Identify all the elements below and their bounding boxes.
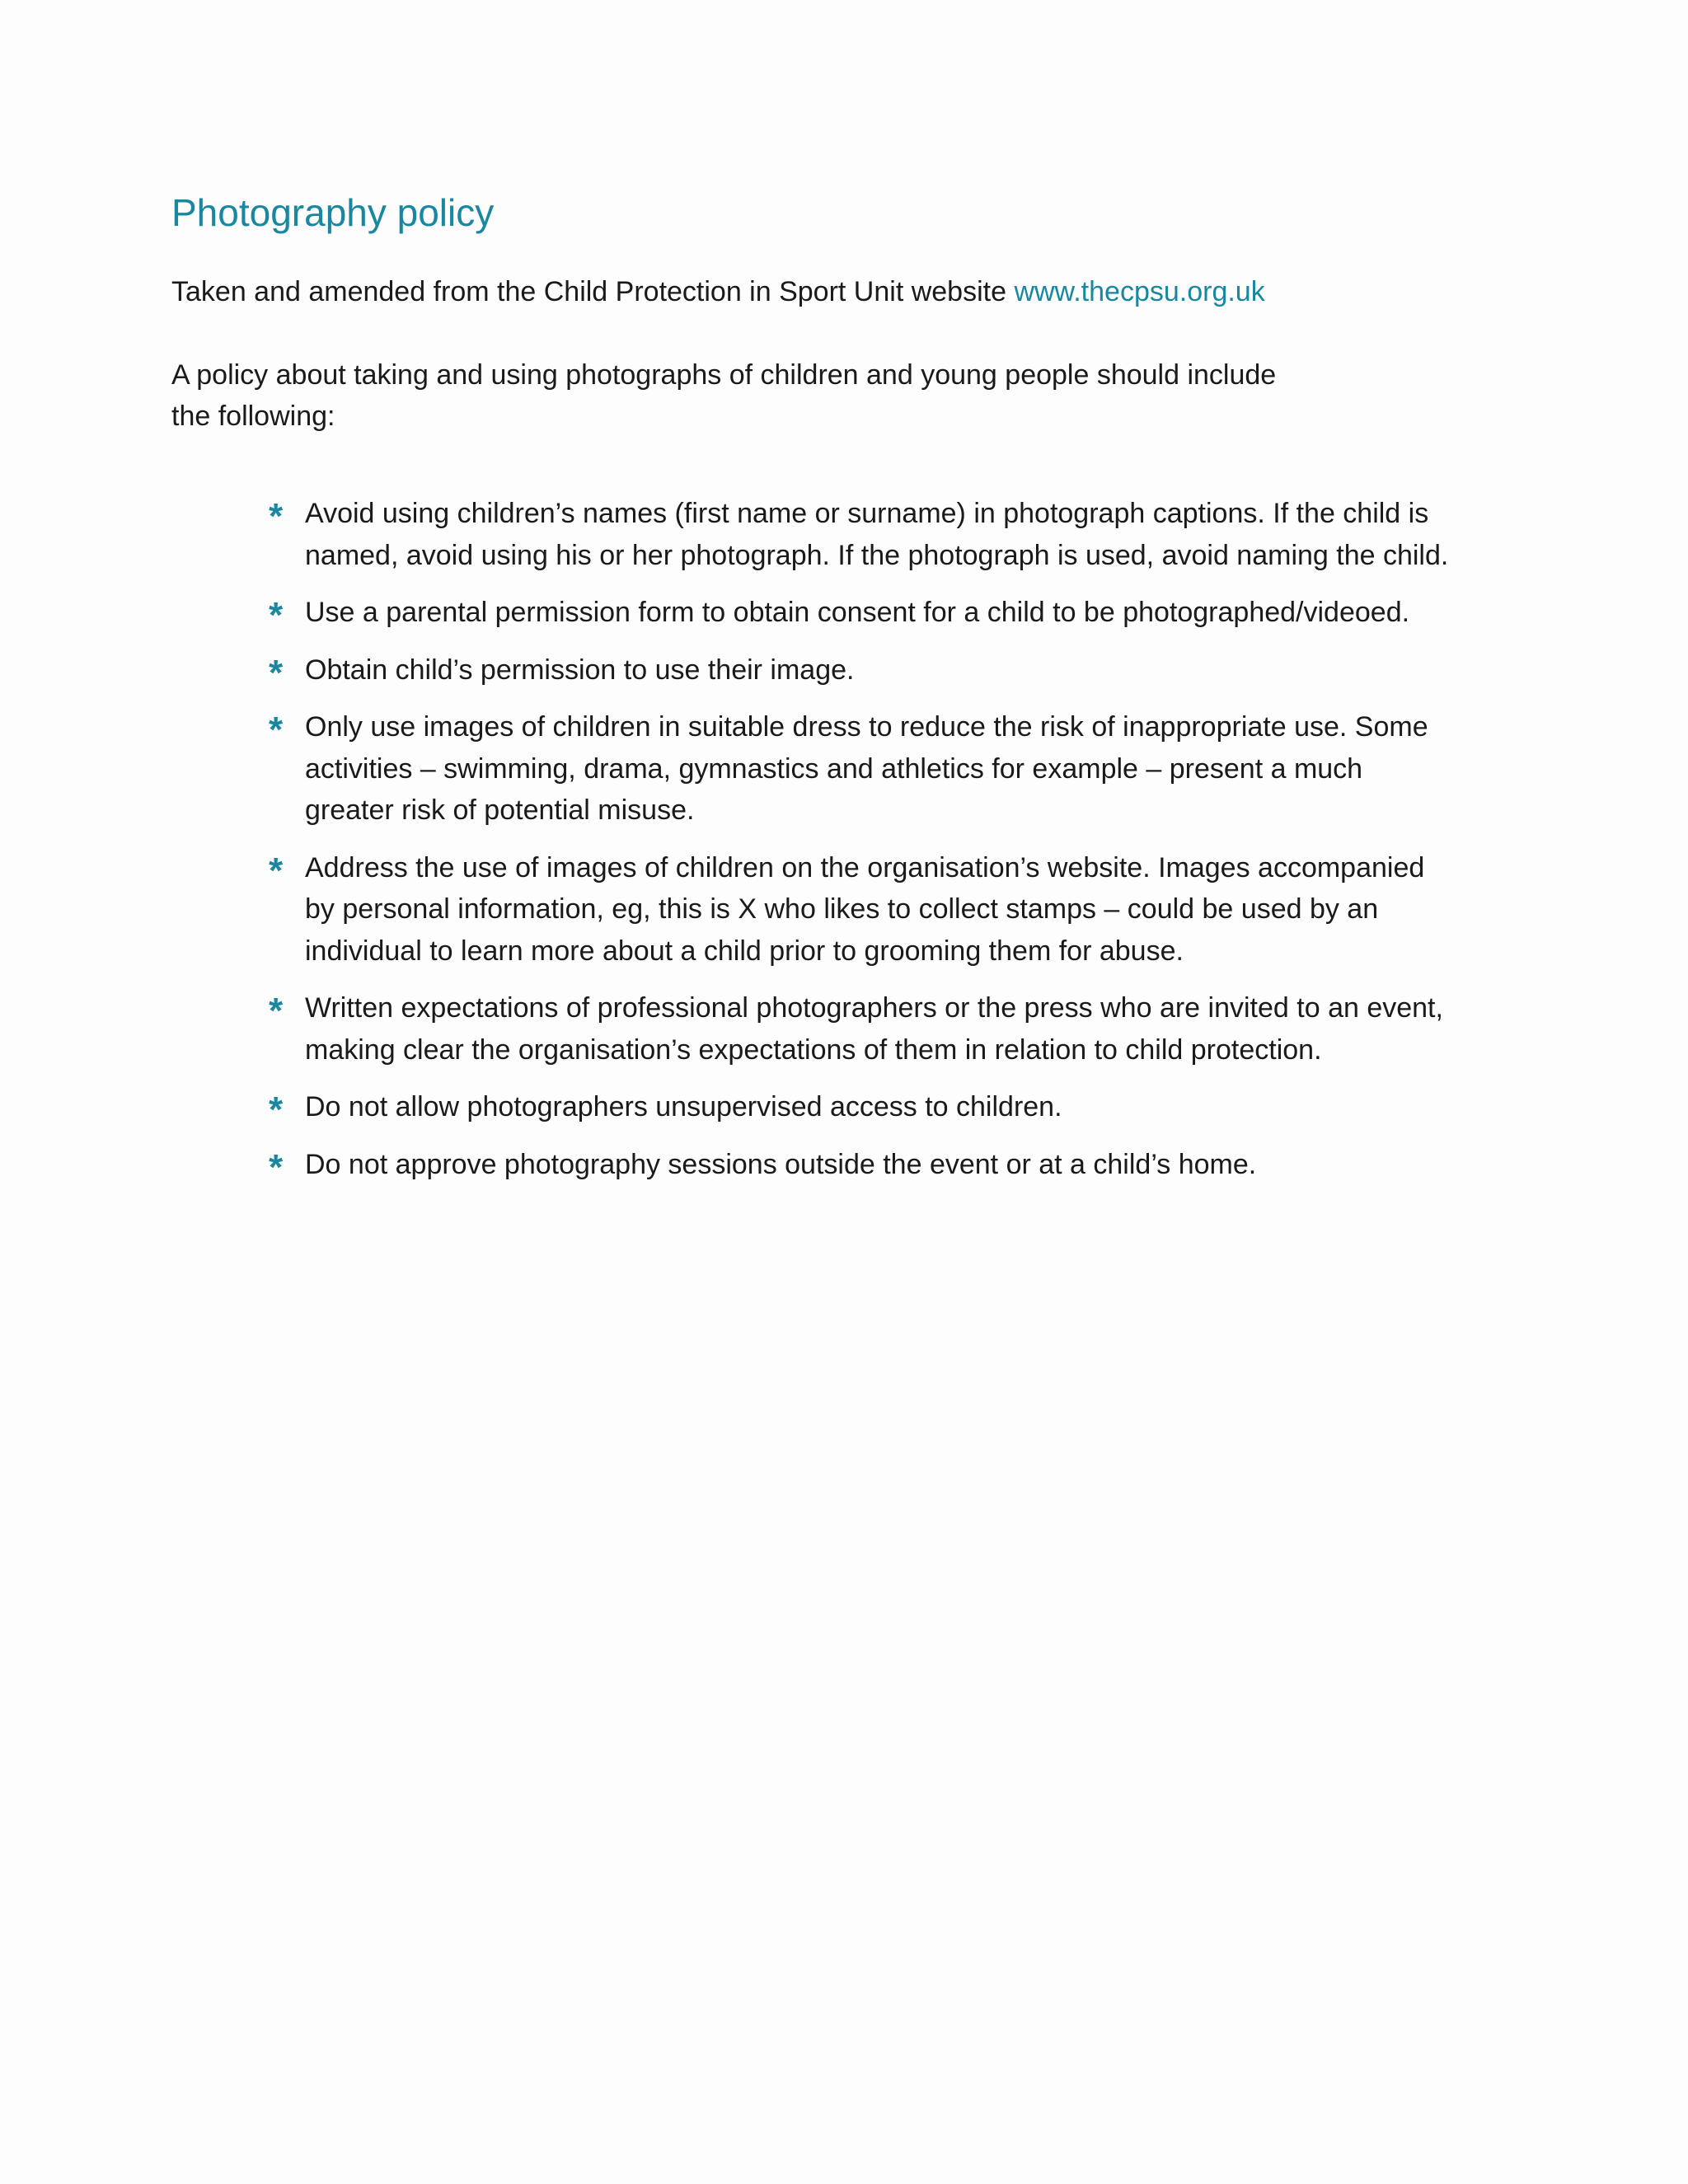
list-item <box>269 1144 1459 1188</box>
list-item <box>269 847 1459 972</box>
asterisk-icon: * <box>269 1090 284 1130</box>
list-item-text: Obtain child’s permission to use their image. <box>305 654 855 686</box>
asterisk-icon: * <box>269 991 284 1031</box>
list-item-text: Written expectations of professional photographers or the press who are invited to an event, making clear the organisation’s expectations of them in relation to child protection. <box>305 992 1443 1066</box>
list-item-text: Use a parental permission form to obtain consent for a child to be photographed/videoed. <box>305 597 1410 628</box>
source-text: Taken and amended from the Child Protection in Sport Unit website <box>171 276 1006 307</box>
list-item <box>269 493 1459 576</box>
source-note <box>171 270 1573 313</box>
intro-paragraph: A policy about taking and using photographs of children and young people should include the following: <box>171 359 1277 432</box>
asterisk-icon: * <box>269 850 284 891</box>
source-link[interactable]: www.thecpsu.org.uk <box>1014 276 1265 307</box>
list-item-text: Avoid using children’s names (first name or surname) in photograph captions. If the child is named, avoid using his or her photograph. If the photograph is used, avoid naming the child. <box>305 498 1449 571</box>
list-item <box>269 649 1459 693</box>
asterisk-icon: * <box>269 1146 284 1188</box>
asterisk-icon: * <box>269 496 284 537</box>
list-item-text: Address the use of images of children on the organisation’s website. Images accompanied by personal information, eg, this is X who likes to collect stamps – could be used by an individual to learn more about a child prior to grooming them for abuse. <box>305 851 1425 967</box>
list-item <box>269 592 1459 635</box>
policy-list <box>269 493 1459 1201</box>
asterisk-icon: * <box>269 595 284 635</box>
asterisk-icon: * <box>269 652 284 693</box>
list-item-text: Only use images of children in suitable dress to reduce the risk of inappropriate use. Some activities – swimming, drama, gymnastics and athletics for example – present a much greater risk of potential misuse. <box>305 711 1428 826</box>
list-item-text: Do not allow photographers unsupervised access to children. <box>305 1091 1062 1122</box>
page-title: Photography policy <box>171 191 495 234</box>
list-item-text: Do not approve photography sessions outside the event or at a child’s home. <box>305 1148 1257 1180</box>
list-item <box>269 987 1459 1071</box>
list-item <box>269 1086 1459 1130</box>
asterisk-icon: * <box>269 710 284 750</box>
list-item <box>269 706 1459 832</box>
